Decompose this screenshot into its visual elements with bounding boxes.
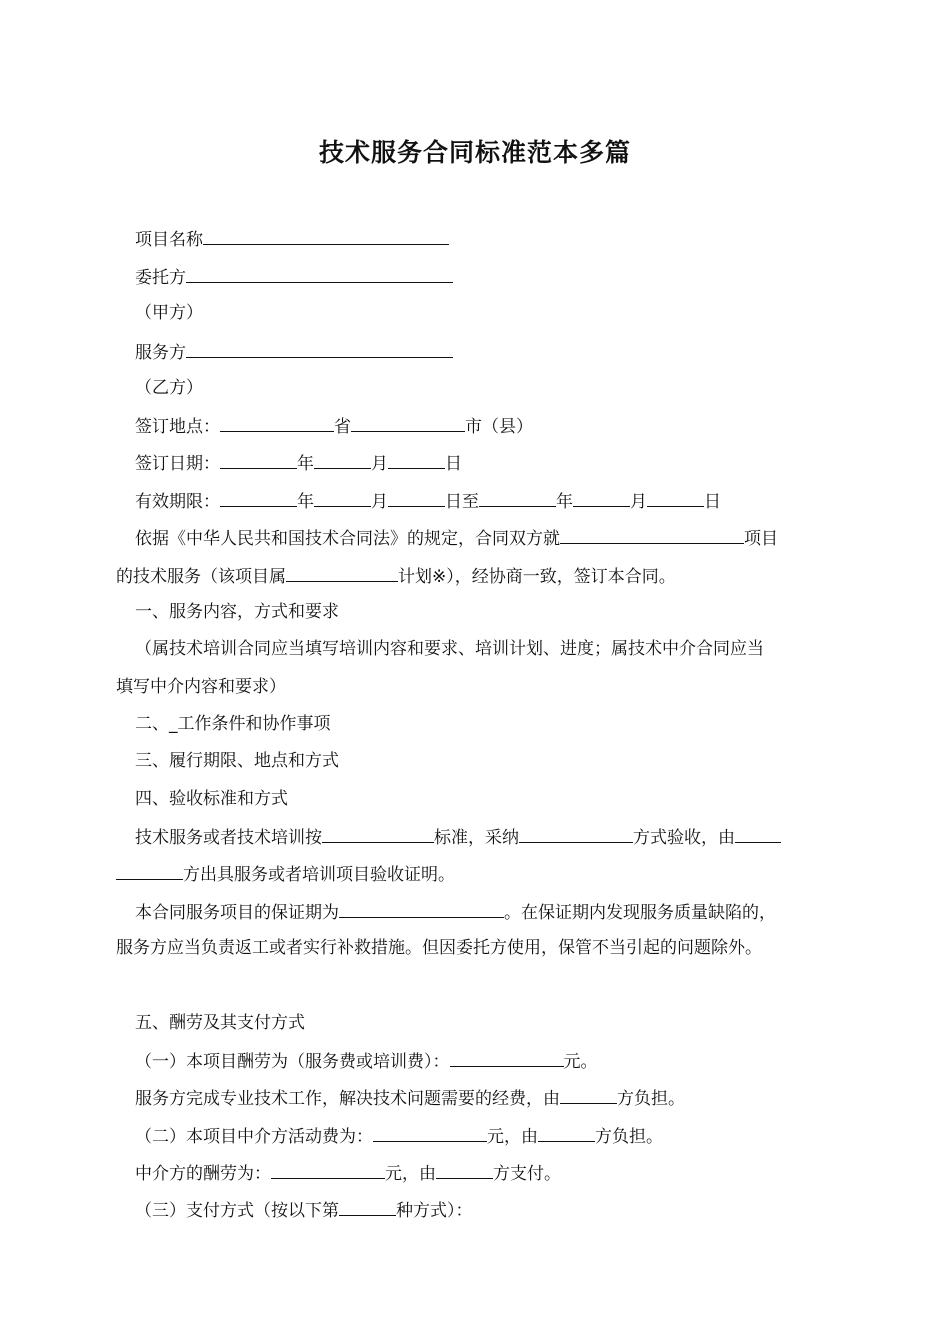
intro-text-4: 计划※），经协商一致，签订本合同。 xyxy=(398,567,676,587)
fee-amount-blank xyxy=(450,1049,564,1067)
warranty-line-1 xyxy=(135,900,776,924)
province-label: 省 xyxy=(334,417,351,437)
acceptance-line-2 xyxy=(116,862,455,886)
sign-date-line xyxy=(135,451,462,475)
section-5-title: 五、酬劳及其支付方式 xyxy=(135,1013,305,1033)
section-2-title: 二、_工作条件和协作事项 xyxy=(135,714,331,734)
intro-text-3: 的技术服务（该项目属 xyxy=(116,567,286,587)
agent-fee-party-blank xyxy=(538,1124,595,1142)
document-title: 技术服务合同标准范本多篇 xyxy=(318,138,631,167)
cost-party-blank xyxy=(560,1086,617,1104)
issuer-blank-b xyxy=(116,862,183,880)
start-year-blank xyxy=(220,489,297,507)
client-label: 委托方 xyxy=(135,268,186,288)
payment-item-2-mid: 元，由 xyxy=(487,1127,538,1147)
issuer-blank-a xyxy=(735,825,781,843)
payment-item-1-unit: 元。 xyxy=(563,1052,598,1072)
project-name-line xyxy=(135,227,449,251)
intro-line-2 xyxy=(116,564,676,588)
acceptance-text-2: 标准，采纳 xyxy=(434,828,519,848)
project-name-blank xyxy=(203,227,449,245)
year-label: 年 xyxy=(556,492,573,512)
sign-place-label: 签订地点： xyxy=(135,417,220,437)
section-3-title: 三、履行期限、地点和方式 xyxy=(135,751,339,771)
year-label: 年 xyxy=(297,492,314,512)
agent-fee-blank xyxy=(373,1124,487,1142)
province-blank xyxy=(220,414,334,432)
day-to-label: 日至 xyxy=(445,492,479,512)
month-label: 月 xyxy=(371,454,388,474)
payment-agent-text: 中介方的酬劳为： xyxy=(135,1164,271,1184)
payment-item-2-suffix: 方负担。 xyxy=(595,1127,663,1147)
party-b-label: （乙方） xyxy=(135,378,203,398)
payment-agent-suffix: 方支付。 xyxy=(493,1164,561,1184)
payment-agent-mid: 元，由 xyxy=(385,1164,436,1184)
provider-blank xyxy=(186,340,453,358)
warranty-text-2: 。在保证期内发现服务质量缺陷的， xyxy=(504,903,776,923)
agent-pay-party-blank xyxy=(436,1161,493,1179)
project-name-label: 项目名称 xyxy=(135,230,203,250)
day-label: 日 xyxy=(704,492,721,512)
warranty-period-blank xyxy=(339,900,504,918)
month-label: 月 xyxy=(371,492,388,512)
sign-day-blank xyxy=(388,451,445,469)
plan-blank xyxy=(286,564,398,582)
section-1-title: 一、服务内容，方式和要求 xyxy=(135,602,339,622)
acceptance-line-1 xyxy=(135,825,781,849)
payment-item-1-text: （一）本项目酬劳为（服务费或培训费）： xyxy=(135,1052,450,1072)
intro-text-2: 项目 xyxy=(744,529,778,549)
method-number-blank xyxy=(339,1198,396,1216)
warranty-text-1: 本合同服务项目的保证期为 xyxy=(135,903,339,923)
payment-item-2-text: （二）本项目中介方活动费为： xyxy=(135,1127,373,1147)
payment-cost-line xyxy=(135,1086,685,1110)
payment-item-3 xyxy=(135,1198,473,1222)
payment-item-2 xyxy=(135,1124,663,1148)
party-a-label: （甲方） xyxy=(135,303,203,323)
client-line xyxy=(135,265,453,289)
city-county-label: 市（县） xyxy=(465,417,533,437)
intro-line-1 xyxy=(135,526,778,550)
client-blank xyxy=(186,265,453,283)
payment-cost-text: 服务方完成专业技术工作，解决技术问题需要的经费，由 xyxy=(135,1089,560,1109)
payment-cost-suffix: 方负担。 xyxy=(617,1089,685,1109)
intro-text-1: 依据《中华人民共和国技术合同法》的规定，合同双方就 xyxy=(135,529,560,549)
project-blank xyxy=(560,526,744,544)
sign-place-line xyxy=(135,414,533,438)
sign-date-label: 签订日期： xyxy=(135,454,220,474)
start-month-blank xyxy=(314,489,371,507)
acceptance-text-4: 方出具服务或者培训项目验收证明。 xyxy=(183,865,455,885)
payment-item-1 xyxy=(135,1049,598,1073)
provider-label: 服务方 xyxy=(135,343,186,363)
warranty-line-2: 服务方应当负责返工或者实行补救措施。但因委托方使用，保管不当引起的问题除外。 xyxy=(116,938,762,958)
sign-year-blank xyxy=(220,451,297,469)
year-label: 年 xyxy=(297,454,314,474)
acceptance-text-3: 方式验收，由 xyxy=(633,828,735,848)
agent-pay-blank xyxy=(271,1161,385,1179)
provider-line xyxy=(135,340,453,364)
city-blank xyxy=(351,414,465,432)
section-4-title: 四、验收标准和方式 xyxy=(135,789,288,809)
section-1-note-line-1: （属技术培训合同应当填写培训内容和要求、培训计划、进度；属技术中介合同应当 xyxy=(135,639,764,659)
validity-line xyxy=(135,489,721,513)
payment-agent-line xyxy=(135,1161,561,1185)
end-month-blank xyxy=(573,489,630,507)
payment-item-3-text: （三）支付方式（按以下第 xyxy=(135,1201,339,1221)
validity-label: 有效期限： xyxy=(135,492,220,512)
acceptance-text-1: 技术服务或者技术培训按 xyxy=(135,828,322,848)
payment-item-3-suffix: 种方式）： xyxy=(396,1201,473,1221)
start-day-blank xyxy=(388,489,445,507)
section-1-note-line-2: 填写中介内容和要求） xyxy=(116,677,286,697)
method-blank xyxy=(519,825,633,843)
day-label: 日 xyxy=(445,454,462,474)
end-year-blank xyxy=(479,489,556,507)
end-day-blank xyxy=(647,489,704,507)
standard-blank xyxy=(322,825,434,843)
month-label: 月 xyxy=(630,492,647,512)
sign-month-blank xyxy=(314,451,371,469)
